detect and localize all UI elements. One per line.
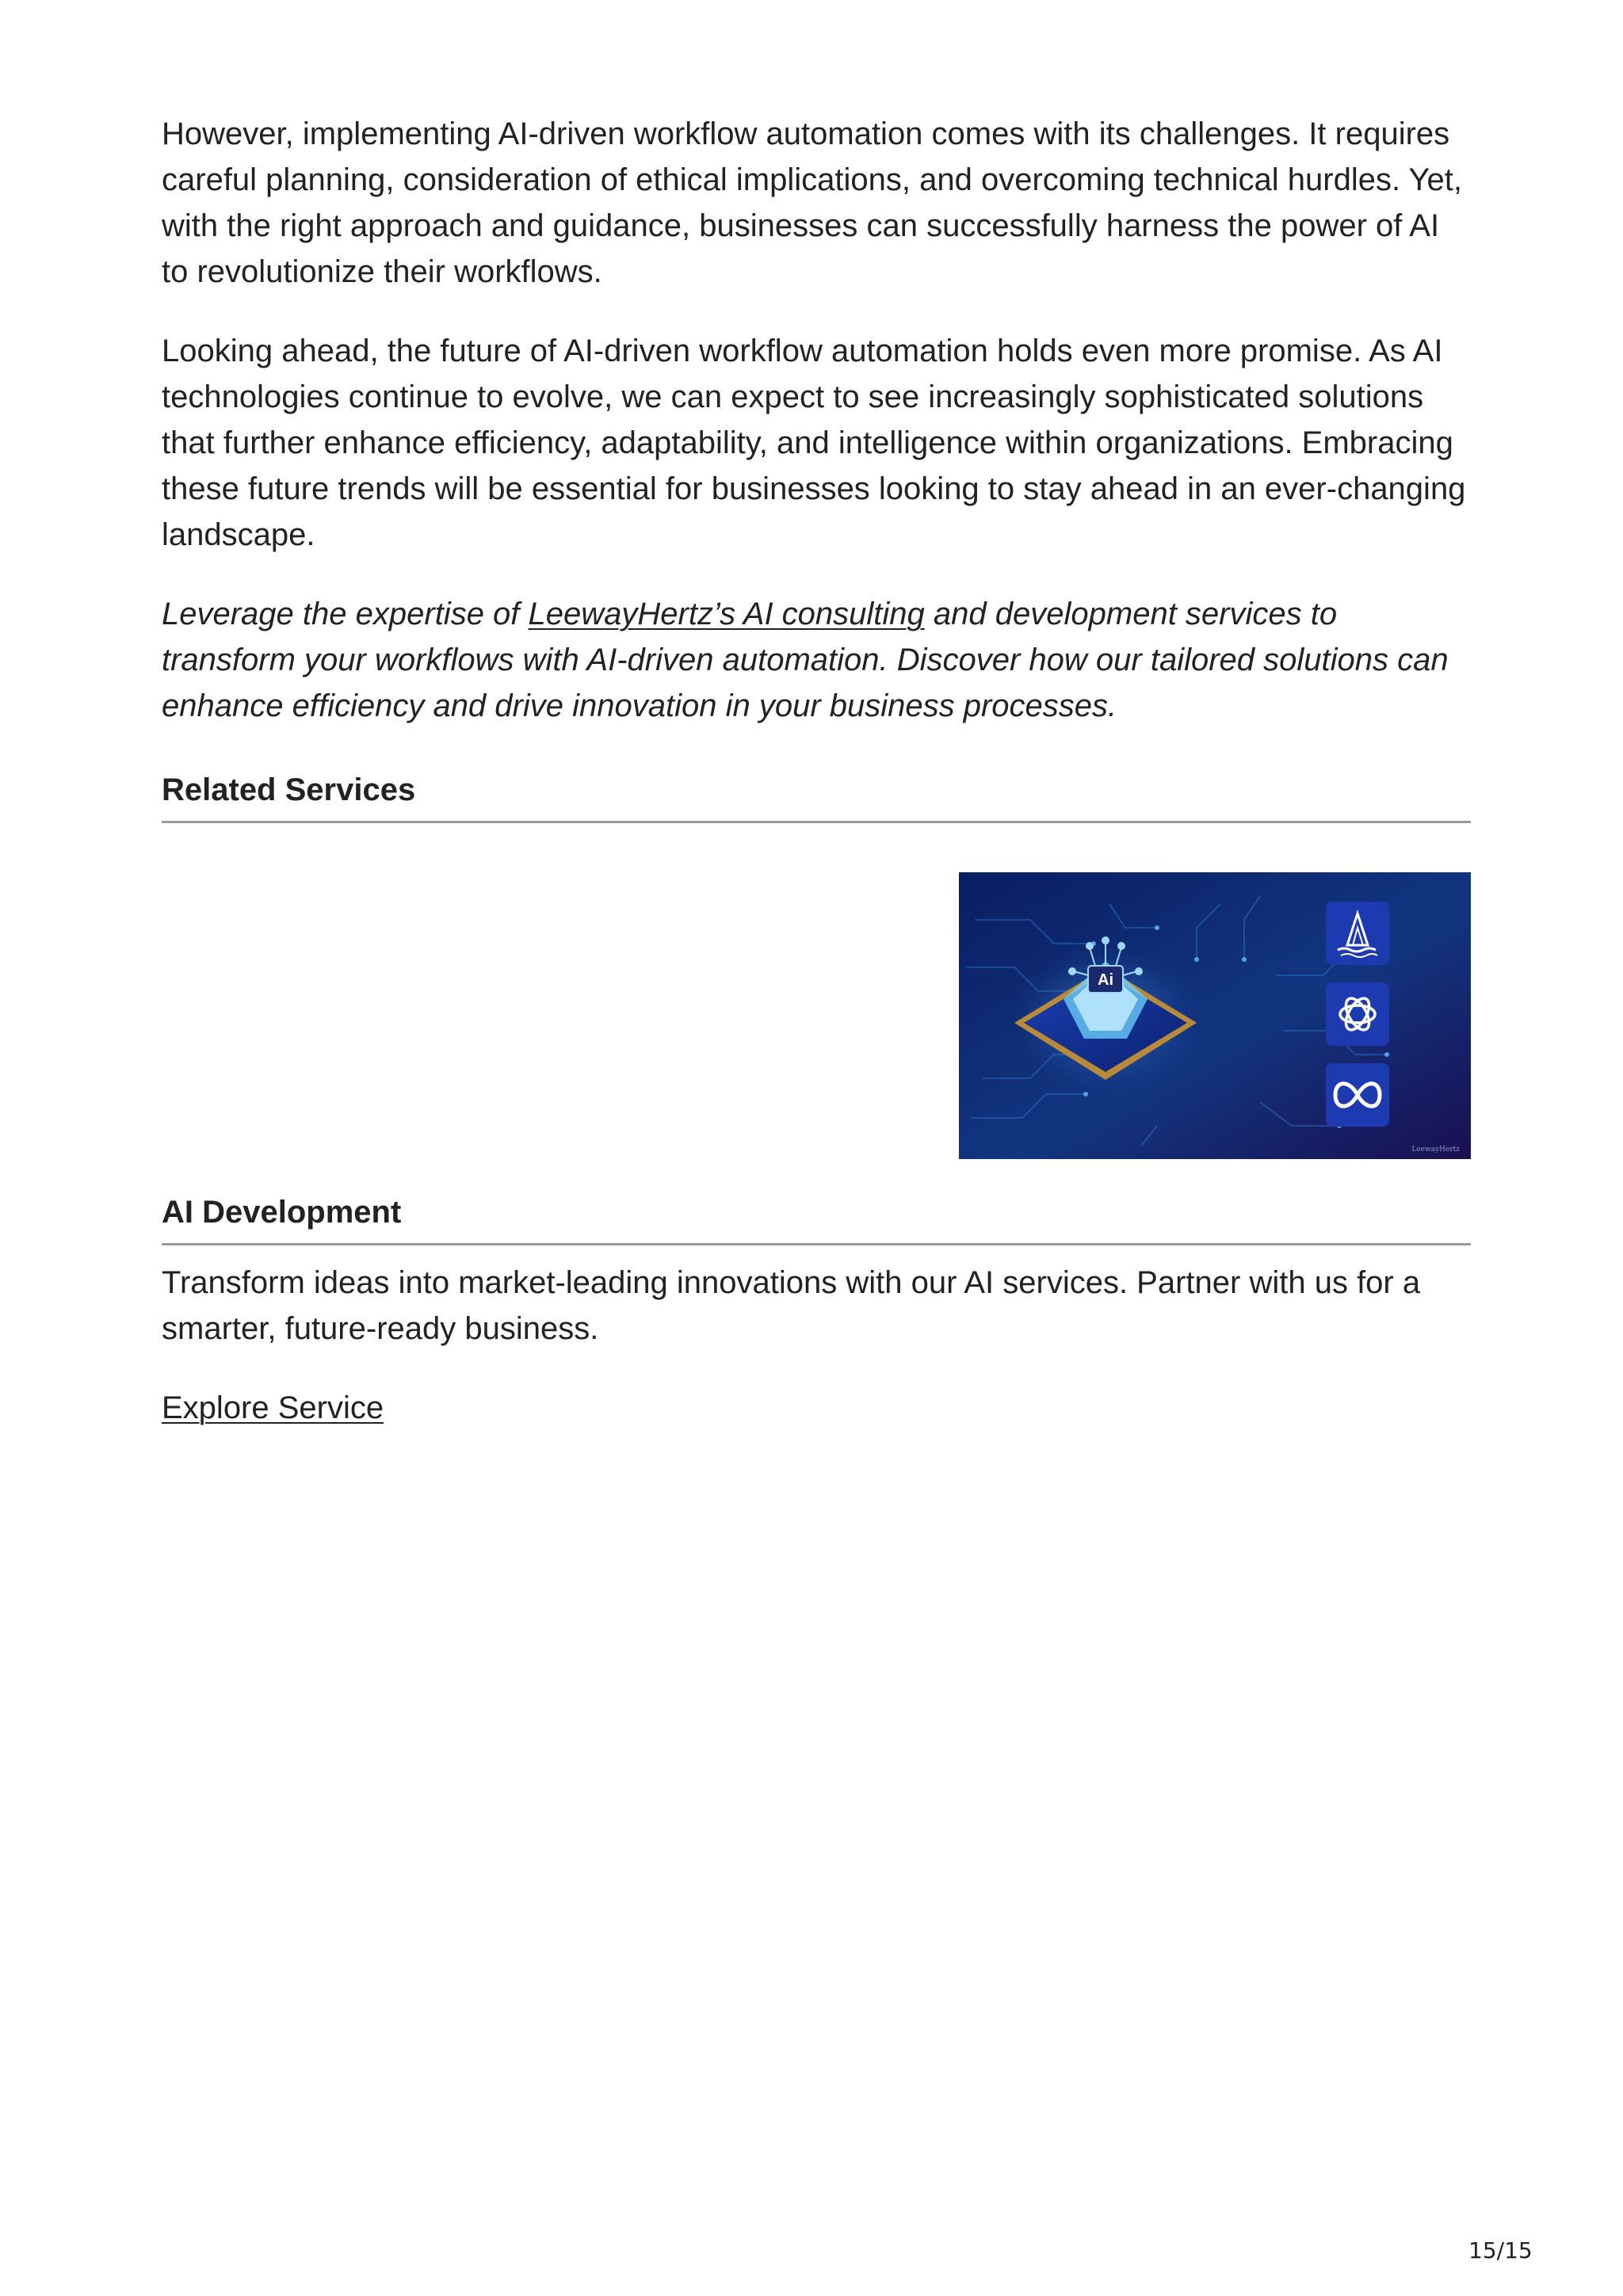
meta-infinity-icon <box>1326 1063 1389 1127</box>
openai-icon <box>1326 982 1389 1046</box>
sailboat-icon <box>1326 902 1389 965</box>
service-title: AI Development <box>162 1189 1471 1245</box>
article-content <box>162 111 1471 1431</box>
page-number: 15/15 <box>1468 2237 1533 2264</box>
explore-service-link[interactable]: Explore Service <box>162 1390 384 1425</box>
ai-chip-label: Ai <box>1098 971 1113 989</box>
service-description: Transform ideas into market-leading innovations with our AI services. Partner with us for a smarter, future-ready business. <box>162 1265 1421 1346</box>
paragraph-future: Looking ahead, the future of AI-driven workflow automation holds even more promise. As AI technologies continue to evolve, we can expect to see increasingly sophisticated solutions that further enhance efficiency, adaptability, and intelligence within organizations. Embracing these future trends will be essential for businesses looking to stay ahead in an ever-changing landscape. <box>162 334 1466 552</box>
related-services-heading: Related Services <box>162 767 1471 823</box>
leewayhertz-watermark: LeewayHertz <box>1411 1146 1460 1154</box>
cta-text-before: Leverage the expertise of <box>162 597 529 631</box>
service-image-container <box>162 872 1471 1159</box>
ai-consulting-link[interactable]: LeewayHertz’s AI consulting <box>528 597 925 631</box>
paragraph-call-to-action <box>162 591 1471 729</box>
cta-text-after: and development services to transform your workflows with AI-driven automation. Discover how our tailored solutions can enhance efficiency and drive innovation in your business processes. <box>162 597 1449 723</box>
ai-development-image[interactable] <box>959 872 1471 1159</box>
paragraph-challenges: However, implementing AI-driven workflow automation comes with its challenges. It requires careful planning, consideration of ethical implications, and overcoming technical hurdles. Yet, with the right approach and guidance, businesses can successfully harness the power of AI to revolutionize their workflows. <box>162 116 1462 289</box>
